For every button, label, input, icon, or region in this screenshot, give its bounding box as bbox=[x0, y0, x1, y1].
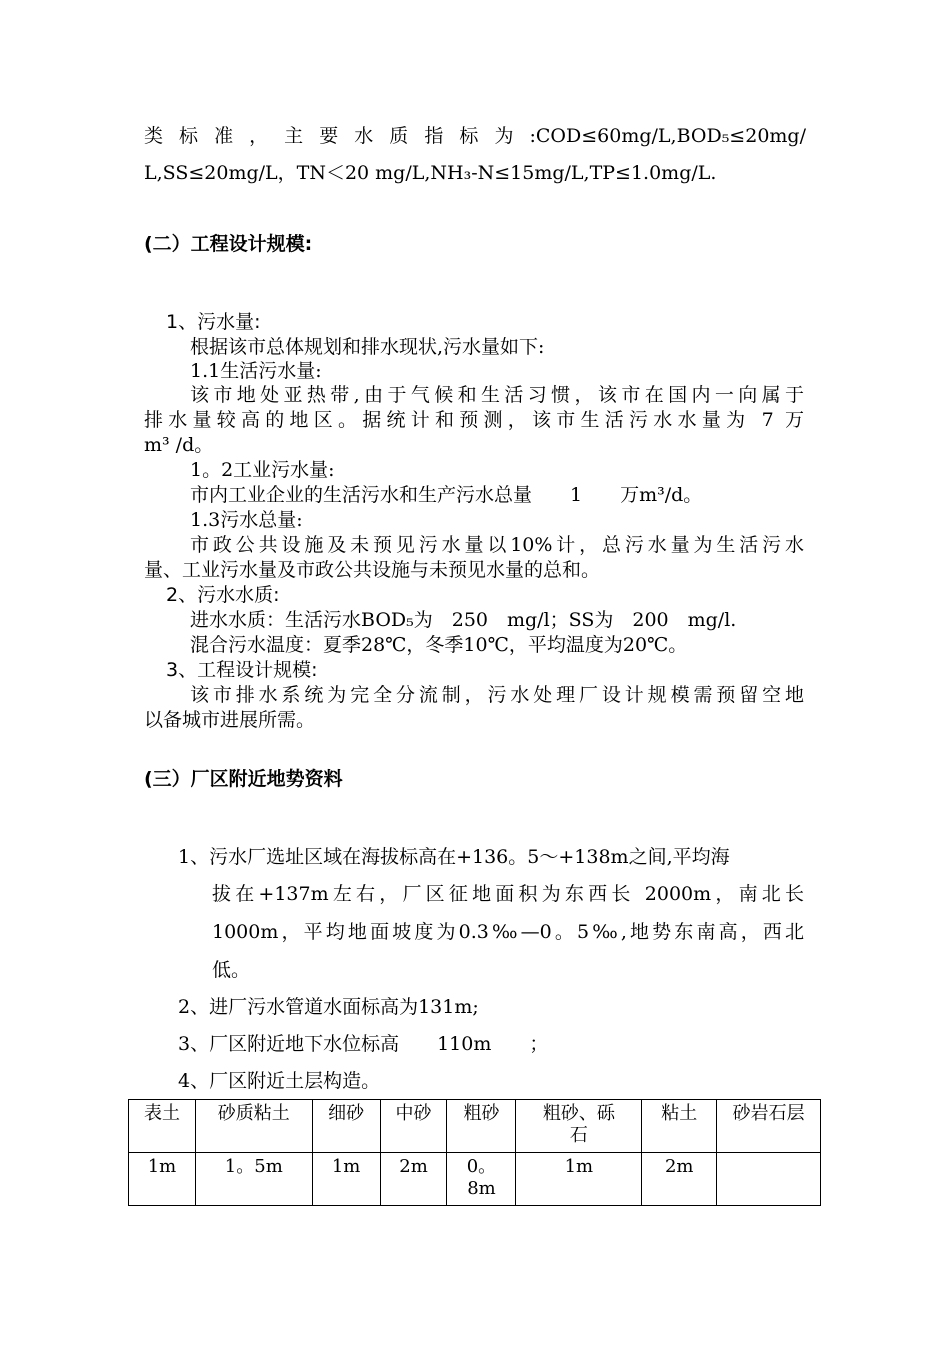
table-cell: 1m bbox=[312, 1153, 380, 1206]
text-line: m³ /d。 bbox=[144, 434, 214, 456]
text-line: 排水量较高的地区。据统计和预测，该市生活污水水量为 7 万 bbox=[144, 409, 804, 431]
table-header-cell: 粗砂 bbox=[447, 1100, 516, 1153]
soil-layer-table bbox=[128, 1099, 821, 1206]
paragraph-line-standard: 类 标 准 ， 主 要 水 质 指 标 为 :COD≤60mg/L,BOD₅≤20mg/ bbox=[144, 125, 806, 147]
text-line: 混合污水温度：夏季28℃，冬季10℃，平均温度为20℃。 bbox=[190, 634, 688, 656]
table-row bbox=[129, 1153, 821, 1206]
text-line: 市内工业企业的生活污水和生产污水总量 1 万m³/d。 bbox=[190, 484, 703, 506]
subheading-total-sewage: 1.3污水总量: bbox=[190, 509, 303, 531]
table-header-cell: 粗砂、砾石 bbox=[516, 1100, 642, 1153]
subheading-sewage-volume: 1、污水量: bbox=[166, 311, 261, 333]
table-cell: 1。5m bbox=[195, 1153, 312, 1206]
text-line: 进水水质：生活污水BOD₅为 250 mg/l；SS为 200 mg/l. bbox=[190, 609, 737, 631]
table-header-cell: 细砂 bbox=[312, 1100, 380, 1153]
table-header-cell: 粘土 bbox=[642, 1100, 717, 1153]
text-line: 该市地处亚热带,由于气候和生活习惯，该市在国内一向属于 bbox=[190, 384, 804, 406]
subheading-design-scale: 3、工程设计规模: bbox=[166, 659, 318, 681]
list-item-continuation: 1000m，平均地面坡度为0.3‰—0。5‰,地势东南高，西北 bbox=[212, 921, 804, 943]
subheading-domestic-sewage: 1.1生活污水量: bbox=[190, 360, 322, 382]
list-item-elevation: 1、污水厂选址区域在海拔标高在+136。5～+138m之间,平均海 bbox=[178, 846, 730, 868]
section-heading-terrain: (三）厂区附近地势资料 bbox=[144, 768, 343, 790]
table-header-row bbox=[129, 1100, 821, 1153]
text-line: 市政公共设施及未预见污水量以10%计，总污水量为生活污水 bbox=[190, 534, 804, 556]
table-header-cell: 中砂 bbox=[380, 1100, 447, 1153]
table-cell: 1m bbox=[129, 1153, 196, 1206]
table-cell bbox=[717, 1153, 821, 1206]
list-item-soil-layers: 4、厂区附近土层构造。 bbox=[178, 1070, 381, 1092]
list-item-groundwater: 3、厂区附近地下水位标高 110m ； bbox=[178, 1033, 549, 1055]
table-cell: 2m bbox=[380, 1153, 447, 1206]
table-cell: 0。8m bbox=[447, 1153, 516, 1206]
paragraph-line-indicators: L,SS≤20mg/L，TN＜20 mg/L,NH₃-N≤15mg/L,TP≤1.0mg/L. bbox=[144, 162, 717, 184]
text-line: 以备城市进展所需。 bbox=[144, 709, 316, 731]
section-heading-design-scale: (二）工程设计规模: bbox=[144, 233, 313, 255]
subheading-water-quality: 2、污水水质: bbox=[166, 584, 280, 606]
table-header-cell: 砂质粘土 bbox=[195, 1100, 312, 1153]
table-cell: 1m bbox=[516, 1153, 642, 1206]
text-line: 根据该市总体规划和排水现状,污水量如下: bbox=[190, 336, 545, 358]
list-item-continuation: 低。 bbox=[212, 959, 251, 981]
table-cell: 2m bbox=[642, 1153, 717, 1206]
text-line: 量、工业污水量及市政公共设施与未预见水量的总和。 bbox=[144, 559, 601, 581]
table-header-cell: 砂岩石层 bbox=[717, 1100, 821, 1153]
table-header-cell: 表土 bbox=[129, 1100, 196, 1153]
subheading-industrial-sewage: 1。2工业污水量: bbox=[190, 459, 335, 481]
list-item-continuation: 拔在+137m左右，厂区征地面积为东西长 2000m，南北长 bbox=[212, 883, 804, 905]
list-item-pipe-level: 2、进厂污水管道水面标高为131m; bbox=[178, 996, 479, 1018]
text-line: 该市排水系统为完全分流制，污水处理厂设计规模需预留空地 bbox=[190, 684, 804, 706]
